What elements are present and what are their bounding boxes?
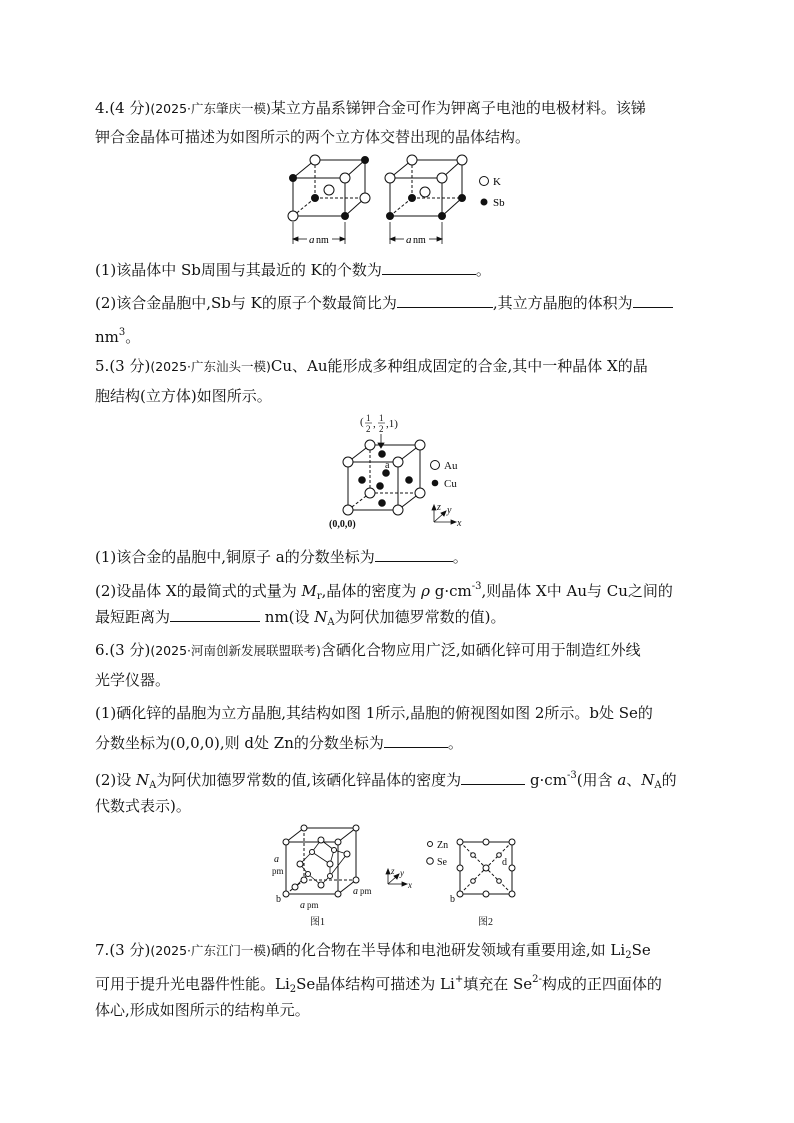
q7-line3: 体心,形成如图所示的结构单元。 [95,1001,310,1019]
q5-axes-icon [432,505,456,524]
q6-fig2-caption: 图2 [478,917,493,928]
cu-atom [359,477,366,484]
k-atom [407,155,417,165]
k-atom [310,155,320,165]
q5-stem-1: Cu、Au能形成多种组成固定的合金,其中一种晶体 X的晶 [270,357,648,375]
k-atom [340,173,350,183]
q6-fig1-label-b: b [276,894,281,905]
k-atom [457,155,467,165]
q6-line1 [95,640,641,661]
q5-rho: ρ [421,582,430,600]
sb-atom [387,213,394,220]
sb-atom [312,195,319,202]
legend-se-icon [427,858,434,865]
se-atom [301,877,307,883]
q4-sub2-blank-volume[interactable] [633,293,673,308]
q5-sub2-d: ,则晶体 X中 Au与 Cu之间的 [481,582,673,600]
q4-source: (2025·广东肇庆一模) [150,101,271,116]
q4-dim-a-left: a [309,234,315,246]
q5-crystal-figure [325,412,475,534]
sb-atom [409,195,416,202]
se-atom [353,877,359,883]
se-atom-face [292,884,298,890]
q6-figure-1 [272,822,422,932]
au-atom [343,505,353,515]
zn-atom [328,874,333,879]
q4-sub1-end: 。 [475,261,491,279]
se-atom-face [318,837,324,843]
k-atom [437,173,447,183]
q4-sub2 [95,293,673,313]
q6-sub1-line1: (1)硒化锌的晶胞为立方晶胞,其结构如图 1所示,晶胞的俯视图如图 2所示。b处 Se的 [95,704,653,722]
q4-line2: 钾合金晶体可描述为如图所示的两个立方体交替出现的晶体结构。 [95,128,531,146]
svg-text:,: , [373,418,376,430]
q7-stem-1b: Se [631,941,651,959]
q4-legend-sb: Sb [493,197,505,209]
q6-legend-zn: Zn [437,840,449,851]
au-atom [343,457,353,467]
cu-atom-bottom [379,500,386,507]
zn-atom [332,848,337,853]
legend-zn-icon [428,842,433,847]
q6-sub2-line2: 代数式表示)。 [95,797,191,815]
q4-score: (4 分) [109,99,151,117]
k-atom [288,211,298,221]
q6-sub2-b: 为阿伏加德罗常数的值,该硒化锌晶体的密度为 [156,771,462,789]
q5-sub2-line2-b: nm(设 [260,608,315,626]
q7-line2-sub: 2 [289,984,297,995]
zn-atom [306,872,311,877]
q6-sub2-a: (2)设 [95,771,137,789]
q4-sub2-text-b: ,其立方晶胞的体积为 [492,294,633,312]
q6-source: (2025·河南创新发展联盟联考) [150,643,321,658]
q5-legend-cu: Cu [444,478,457,490]
q7-line2-b: Se晶体结构可描述为 Li [296,975,455,993]
q4-atoms-right [385,155,467,220]
q5-na-sub: A [327,617,335,628]
sb-atom [459,195,466,202]
q5-sub1 [95,547,468,567]
se-atom-face [344,851,350,857]
q6-axis-z: z [391,866,395,876]
q6-sub2 [95,766,677,796]
q5-sub2-c: g·cm [429,582,472,600]
q6-axis-x: x [408,880,412,890]
q7-number: 7. [95,941,110,959]
q6-sub2-f: 的 [661,771,677,789]
q6-line2: 光学仪器。 [95,671,171,689]
q5-sub2-blank[interactable] [170,607,260,622]
q5-mr: M [301,582,317,600]
q5-axis-y: y [447,505,452,516]
q6-fig2-label-d: d [502,857,507,868]
au-atom [365,488,375,498]
q5-line2: 胞结构(立方体)如图所示。 [95,387,272,405]
au-atom [415,440,425,450]
q5-sub1-end: 。 [452,548,468,566]
svg-text:2: 2 [366,424,371,434]
se-atom [353,825,359,831]
q5-sub2-c-sup: -3 [471,581,482,592]
q6-sub1-line2 [95,733,463,753]
q5-axis-z: z [437,502,441,513]
q6-fig2-label-b: b [450,894,455,905]
q6-score: (3 分) [109,641,151,659]
se-atom [335,891,341,897]
q6-na2: N [641,771,655,789]
q7-score: (3 分) [109,941,151,959]
q4-sub2-line2 [95,323,140,347]
q5-mr-sub: r [316,591,322,602]
se-atom [335,839,341,845]
q5-sub2 [95,577,673,607]
q7-line2-a: 可用于提升光电器件性能。Li [95,975,290,993]
q4-line1 [95,98,646,119]
q4-dim-unit-left: nm [316,235,329,246]
q4-unit: nm [95,328,119,346]
q6-number: 6. [95,641,110,659]
q5-sub2-line2-a: 最短距离为 [95,608,171,626]
k-atom [360,193,370,203]
q4-unit-sup: 3 [118,327,126,338]
q4-crystal-figure [285,152,525,252]
q7-line2-c: 填充在 Se [463,975,533,993]
se-atom [283,891,289,897]
cu-atom-top [379,451,386,458]
q5-source: (2025·广东汕头一模) [150,359,271,374]
sb-atom [362,157,369,164]
q5-sub1-text: (1)该合金的晶胞中,铜原子 a的分数坐标为 [95,548,375,566]
q6-legend-se: Se [437,857,447,868]
au-atom [415,488,425,498]
q4-legend-k: K [493,176,501,188]
sb-atom [342,213,349,220]
q5-number: 5. [95,357,110,375]
q6-fig1-dim-pm-bottom: pm [307,900,319,910]
q6-stem-1: 含硒化合物应用广泛,如硒化锌可用于制造红外线 [320,641,641,659]
q5-coord-label [360,413,398,434]
svg-text:1: 1 [366,413,371,423]
q6-na-sub: A [149,780,157,791]
q6-na2-sub: A [654,780,662,791]
legend-k-icon [480,177,489,186]
se-atom-face [327,861,333,867]
q4-number: 4. [95,99,110,117]
se-atom [301,825,307,831]
q5-na: N [314,608,328,626]
au-atom [393,457,403,467]
cu-atom [406,477,413,484]
cu-atom [377,483,384,490]
sb-atom [439,213,446,220]
q6-sub1-blank[interactable] [384,733,448,748]
q5-score: (3 分) [109,357,151,375]
q5-atom-a-label: a [385,460,390,471]
q4-sub2-text-a: (2)该合金晶胞中,Sb与 K的原子个数最简比为 [95,294,397,312]
q5-axis-x: x [457,518,462,529]
au-atom [393,505,403,515]
au-atom [365,440,375,450]
q5-legend-au: Au [444,460,458,472]
legend-sb-icon [481,199,488,206]
q6-sub2-e: 、 [626,771,642,789]
q5-sub2-b: ,晶体的密度为 [321,582,422,600]
q6-sub2-c: g·cm [525,771,567,789]
q6-fig1-caption: 图1 [310,917,325,928]
q6-fig1-dim-a-vertical: a [274,854,279,865]
q6-var-a: a [617,771,627,789]
q5-origin-label: (0,0,0) [329,519,356,530]
q4-sub1-blank[interactable] [382,260,476,275]
svg-text:1: 1 [379,413,384,423]
se-atom-face [297,861,303,867]
q5-line1 [95,356,648,377]
sb-atom [290,175,297,182]
se-atom [283,839,289,845]
q7-line2-sup: + [454,974,464,985]
q6-sub2-d: (用含 [576,771,618,789]
q6-fig1-dim-pm-vertical: pm [272,866,284,876]
q6-figure-2 [422,836,532,934]
q5-sub1-blank[interactable] [375,547,453,562]
q6-sub2-c-sup: -3 [566,770,577,781]
q5-pointer-arrow [378,434,384,448]
q4-sub1-text: (1)该晶体中 Sb周围与其最近的 K的个数为 [95,261,382,279]
q4-dim-unit-right: nm [413,235,426,246]
q6-fig1-dim-pm-side: pm [360,886,372,896]
q6-na: N [136,771,150,789]
q5-sub2-line2 [95,607,506,633]
q7-line1 [95,940,651,966]
q5-paren-open: ( [360,416,364,428]
q7-stem-1a: 硒的化合物在半导体和电池研发领域有重要用途,如 Li [270,941,626,959]
q7-line2-d: 构成的正四面体的 [541,975,662,993]
q5-sub2-line2-c: 为阿伏加德罗常数的值)。 [334,608,506,626]
svg-text:,1): ,1) [386,418,398,430]
k-atom-center [420,187,430,197]
q4-stem-1: 某立方晶系锑钾合金可作为钾离子电池的电极材料。该锑 [270,99,646,117]
q7-source: (2025·广东江门一模) [150,943,271,958]
q4-atoms-left [288,155,370,221]
q6-sub2-blank[interactable] [461,770,525,785]
k-atom [385,173,395,183]
q6-fig1-dim-a-side: a [353,886,358,897]
q7-line2-sup2: 2- [532,974,542,985]
legend-au-icon [431,461,440,470]
q5-sub2-a: (2)设晶体 X的最简式的式量为 [95,582,302,600]
q6-axis-y: y [400,868,404,878]
q7-stem-1-sub: 2 [625,950,632,961]
k-atom-center [324,185,334,195]
q6-sub1-text: 分数坐标为(0,0,0),则 d处 Zn的分数坐标为 [95,734,384,752]
legend-cu-icon [432,480,439,487]
q6-sub1-end: 。 [447,734,463,752]
q4-sub2-end: 。 [125,328,141,346]
q4-dim-a-right: a [406,234,412,246]
zn-atom [310,850,315,855]
q4-sub1 [95,260,491,280]
q7-line2 [95,970,662,1000]
svg-text:2: 2 [379,424,384,434]
q6-fig1-dim-a-bottom: a [300,900,305,911]
q4-sub2-blank-ratio[interactable] [397,293,493,308]
se-atom-face [318,882,324,888]
